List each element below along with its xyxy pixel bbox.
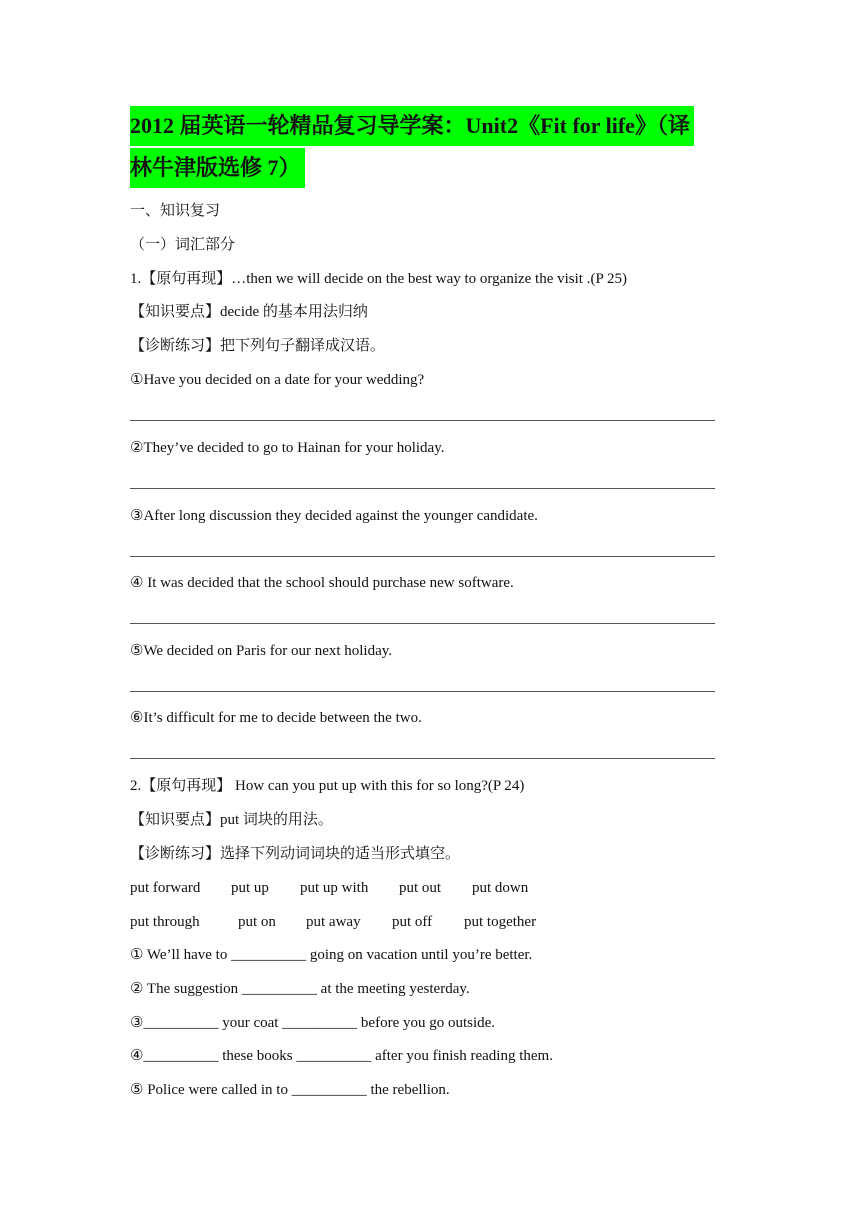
answer-line-2[interactable] bbox=[130, 488, 715, 489]
q1-item-4: ④ It was decided that the school should purchase new software. bbox=[130, 575, 514, 591]
q1-practice-instruction: 【诊断练习】把下列句子翻译成汉语。 bbox=[130, 338, 386, 354]
q1-item-2: ②They’ve decided to go to Hainan for your holiday. bbox=[130, 440, 445, 456]
q2-item-4: ④__________ these books __________ after you finish reading them. bbox=[130, 1048, 553, 1064]
subsection-heading: （一）词汇部分 bbox=[130, 237, 236, 253]
document-title-line-2: 林牛津版选修 7） bbox=[130, 148, 305, 188]
q2-item-5: ⑤ Police were called in to __________ the rebellion. bbox=[130, 1082, 450, 1098]
phrase-option: put out bbox=[399, 880, 442, 896]
phrase-option: put up with bbox=[300, 880, 369, 896]
q2-item-3: ③__________ your coat __________ before you go outside. bbox=[130, 1015, 496, 1031]
answer-line-4[interactable] bbox=[130, 623, 715, 624]
answer-line-1[interactable] bbox=[130, 420, 715, 421]
phrase-option: put off bbox=[392, 914, 433, 930]
answer-line-5[interactable] bbox=[130, 691, 715, 692]
q1-origin-sentence: 1.【原句再现】…then we will decide on the best way to organize the visit .(P 25) bbox=[130, 271, 627, 287]
q2-origin-sentence: 2.【原句再现】 How can you put up with this for so long?(P 24) bbox=[130, 778, 525, 794]
q1-item-3: ③After long discussion they decided against the younger candidate. bbox=[130, 508, 538, 524]
phrase-option: put through bbox=[130, 914, 200, 930]
answer-line-6[interactable] bbox=[130, 758, 715, 759]
phrase-option: put down bbox=[472, 880, 529, 896]
phrase-option: put on bbox=[238, 914, 276, 930]
q1-item-1: ①Have you decided on a date for your wedding? bbox=[130, 372, 425, 388]
phrase-option: put away bbox=[306, 914, 361, 930]
q2-item-2: ② The suggestion __________ at the meeting yesterday. bbox=[130, 981, 470, 997]
q1-knowledge-point: 【知识要点】decide 的基本用法归纳 bbox=[130, 304, 368, 320]
phrase-option: put up bbox=[231, 880, 269, 896]
document-title-line-1: 2012 届英语一轮精品复习导学案：Unit2《Fit for life》（译 bbox=[130, 106, 694, 146]
q2-practice-instruction: 【诊断练习】选择下列动词词块的适当形式填空。 bbox=[130, 846, 461, 862]
q2-item-1: ① We’ll have to __________ going on vacation until you’re better. bbox=[130, 947, 533, 963]
q2-knowledge-point: 【知识要点】put 词块的用法。 bbox=[130, 812, 333, 828]
phrase-option: put together bbox=[464, 914, 537, 930]
q1-item-5: ⑤We decided on Paris for our next holiday. bbox=[130, 643, 393, 659]
section-heading: 一、知识复习 bbox=[130, 203, 221, 219]
q1-item-6: ⑥It’s difficult for me to decide between the two. bbox=[130, 710, 422, 726]
phrase-option: put forward bbox=[130, 880, 201, 896]
answer-line-3[interactable] bbox=[130, 556, 715, 557]
